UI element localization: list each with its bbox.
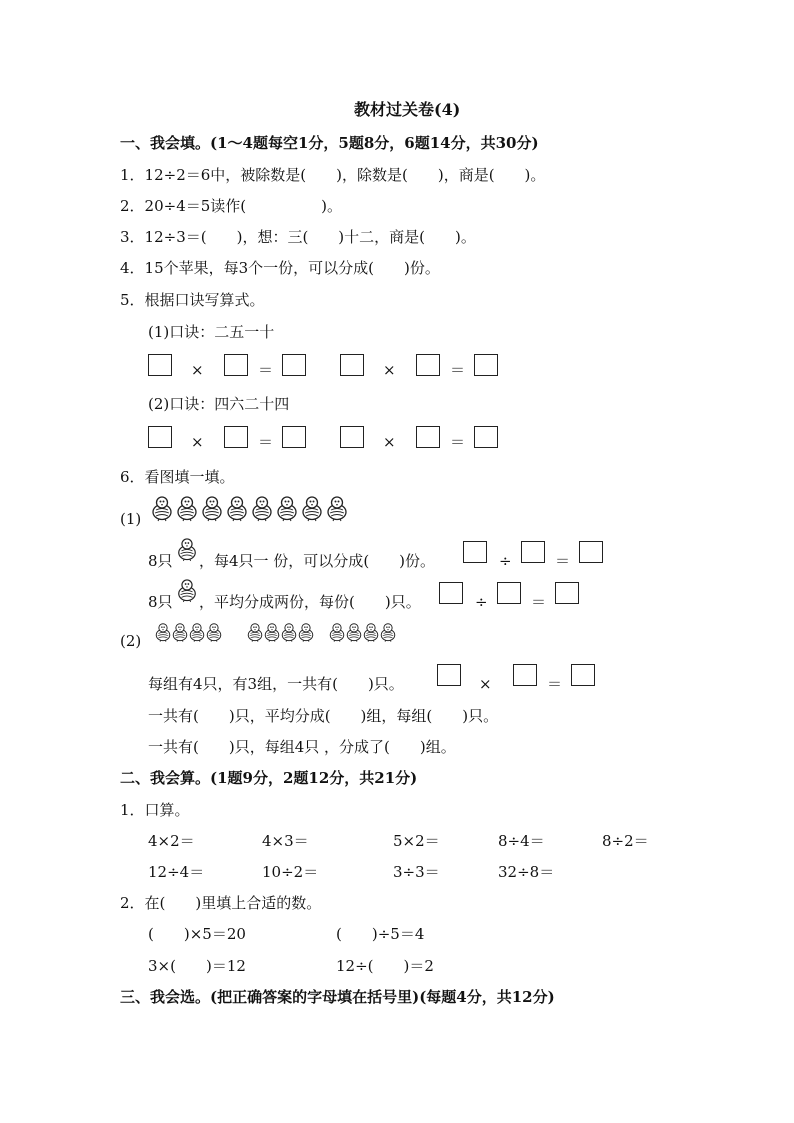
chick-icon (200, 494, 224, 522)
question-1-2: 2．20÷4＝5读作( )。 (120, 197, 342, 215)
oral-calc-item: 4×3＝ (262, 832, 309, 850)
equals-sign: ＝ (555, 552, 571, 570)
question-1-1: 1．12÷2＝6中，被除数是( )，除数是( )，商是( )。 (120, 166, 546, 184)
oral-calc-item: 32÷8＝ (498, 863, 555, 881)
answer-box[interactable] (148, 426, 172, 448)
answer-box[interactable] (224, 426, 248, 448)
oral-calc-item: 4×2＝ (148, 832, 195, 850)
question-1-3: 3．12÷3＝( )，想：三( )十二，商是( )。 (120, 228, 476, 246)
oral-calc-item: 8÷4＝ (498, 832, 545, 850)
oral-calc-item: 5×2＝ (393, 832, 440, 850)
answer-box[interactable] (521, 541, 545, 563)
oral-calc-item: 8÷2＝ (602, 832, 649, 850)
chick-icon (176, 577, 198, 603)
equals-sign: ＝ (531, 593, 547, 611)
question-1-5: 5．根据口诀写算式。 (120, 291, 265, 309)
chick-icon (325, 494, 349, 522)
chick-icon (154, 622, 172, 642)
equals-sign: ＝ (450, 361, 466, 379)
q6-2-line2: 一共有( )只，平均分成( )组，每组( )只。 (148, 707, 499, 725)
question-1-5-1: (1)口诀：二五一十 (148, 323, 275, 341)
answer-box[interactable] (571, 664, 595, 686)
chick-icon (379, 622, 397, 642)
answer-box[interactable] (282, 354, 306, 376)
times-sign: × (383, 361, 396, 379)
chick-icon (188, 622, 206, 642)
question-1-6-part1-label: (1) (120, 510, 142, 528)
chick-icon (175, 494, 199, 522)
answer-box[interactable] (148, 354, 172, 376)
q6-1-line1-text: ，每4只一 份，可以分成( )份。 (199, 552, 436, 570)
question-2-2: 2．在( )里填上合适的数。 (120, 894, 322, 912)
chick-icon (297, 622, 315, 642)
divide-sign: ÷ (499, 552, 512, 570)
answer-box[interactable] (555, 582, 579, 604)
oral-calc-item: 3÷3＝ (393, 863, 440, 881)
fill-blank-item: 12÷( )＝2 (336, 957, 434, 975)
question-1-6-part2-label: (2) (120, 632, 142, 650)
times-sign: × (383, 433, 396, 451)
times-sign: × (479, 675, 492, 693)
fill-blank-item: ( )÷5＝4 (336, 925, 425, 943)
chick-icon (362, 622, 380, 642)
chick-icon (246, 622, 264, 642)
page-title: 教材过关卷(4) (354, 100, 461, 119)
q6-2-line1: 每组有4只，有3组，一共有( )只。 (148, 675, 404, 693)
answer-box[interactable] (224, 354, 248, 376)
answer-box[interactable] (463, 541, 487, 563)
answer-box[interactable] (416, 354, 440, 376)
equals-sign: ＝ (450, 433, 466, 451)
equals-sign: ＝ (258, 361, 274, 379)
question-2-1: 1．口算。 (120, 801, 190, 819)
chick-icon (263, 622, 281, 642)
question-1-6: 6．看图填一填。 (120, 468, 235, 486)
answer-box[interactable] (340, 354, 364, 376)
answer-box[interactable] (513, 664, 537, 686)
times-sign: × (191, 361, 204, 379)
answer-box[interactable] (579, 541, 603, 563)
answer-box[interactable] (497, 582, 521, 604)
q6-1-line2-text: ，平均分成两份，每份( )只。 (199, 593, 421, 611)
q6-2-line3: 一共有( )只，每组4只 ，分成了( )组。 (148, 738, 456, 756)
chick-icon (205, 622, 223, 642)
answer-box[interactable] (474, 426, 498, 448)
answer-box[interactable] (437, 664, 461, 686)
answer-box[interactable] (416, 426, 440, 448)
chick-icon (150, 494, 174, 522)
answer-box[interactable] (439, 582, 463, 604)
question-1-5-2: (2)口诀：四六二十四 (148, 395, 290, 413)
chick-icon (275, 494, 299, 522)
section2-heading: 二、我会算。(1题9分，2题12分，共21分) (120, 769, 418, 787)
answer-box[interactable] (340, 426, 364, 448)
question-1-4: 4．15个苹果，每3个一份，可以分成( )份。 (120, 259, 440, 277)
chick-icon (250, 494, 274, 522)
q6-1-line1-prefix: 8只 (148, 552, 173, 570)
equals-sign: ＝ (547, 675, 563, 693)
fill-blank-item: 3×( )＝12 (148, 957, 246, 975)
divide-sign: ÷ (475, 593, 488, 611)
times-sign: × (191, 433, 204, 451)
chick-icon (171, 622, 189, 642)
chick-icon (328, 622, 346, 642)
chick-icon (300, 494, 324, 522)
answer-box[interactable] (282, 426, 306, 448)
chick-icon (280, 622, 298, 642)
answer-box[interactable] (474, 354, 498, 376)
chick-icon (345, 622, 363, 642)
q6-1-line2-prefix: 8只 (148, 593, 173, 611)
chick-icon (225, 494, 249, 522)
equals-sign: ＝ (258, 433, 274, 451)
fill-blank-item: ( )×5＝20 (148, 925, 246, 943)
oral-calc-item: 12÷4＝ (148, 863, 205, 881)
section1-heading: 一、我会填。(1～4题每空1分，5题8分，6题14分，共30分) (120, 134, 539, 152)
oral-calc-item: 10÷2＝ (262, 863, 319, 881)
chick-icon (176, 536, 198, 562)
section3-heading: 三、我会选。(把正确答案的字母填在括号里)(每题4分，共12分) (120, 988, 555, 1006)
